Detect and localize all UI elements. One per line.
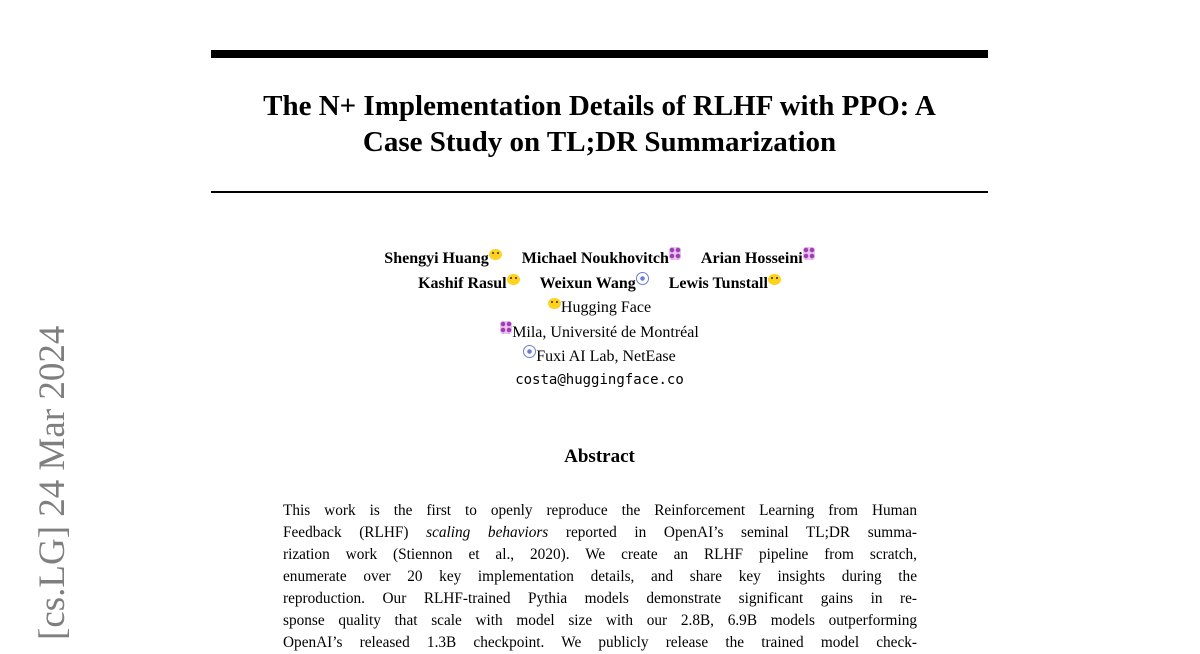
affiliation-hugging-face xyxy=(211,297,988,319)
contact-email: costa@huggingface.co xyxy=(515,372,684,388)
author-name: Arian Hosseini xyxy=(700,250,803,267)
bottom-rule xyxy=(211,191,988,193)
abstract-line: sponse quality that scale with model size with our 2.8B, 6.9B models outperforming xyxy=(283,612,917,629)
author xyxy=(522,250,681,267)
abstract-line: This work is the first to openly reproduce the Reinforcement Learning from Human xyxy=(283,502,917,519)
hugging-face-icon xyxy=(489,249,502,260)
affiliation-label: Fuxi AI Lab, NetEase xyxy=(536,348,676,365)
author xyxy=(701,250,815,267)
author-name: Michael Noukhovitch xyxy=(521,250,669,267)
author-line-2 xyxy=(211,272,988,295)
title-line-2: Case Study on TL;DR Summarization xyxy=(362,126,837,158)
abstract-line: OpenAI’s released 1.3B checkpoint. We publicly release the trained model check- xyxy=(283,634,917,651)
hugging-face-icon xyxy=(768,274,781,285)
affiliation-fuxi xyxy=(211,345,988,368)
author-name: Weixun Wang xyxy=(539,275,636,292)
affiliation-mila xyxy=(211,321,988,344)
arxiv-stamp: [cs.LG] 24 Mar 2024 xyxy=(32,325,73,640)
abstract-emphasis: scaling behaviors xyxy=(426,524,549,541)
author xyxy=(669,275,781,292)
affiliation-label: Hugging Face xyxy=(560,299,652,316)
author-name: Shengyi Huang xyxy=(384,250,489,267)
affiliation-label: Mila, Université de Montréal xyxy=(512,324,699,341)
author-name: Kashif Rasul xyxy=(418,275,507,292)
abstract-line: rization work (Stiennon et al., 2020). We create an RLHF pipeline from scratch, xyxy=(283,546,917,563)
abstract-text: Feedback (RLHF) xyxy=(283,524,427,541)
fuxi-icon xyxy=(636,272,649,285)
abstract-heading: Abstract xyxy=(564,446,635,467)
hugging-face-icon xyxy=(507,274,520,285)
mila-icon xyxy=(669,247,681,260)
author-name: Lewis Tunstall xyxy=(668,275,768,292)
title-line-1: The N+ Implementation Details of RLHF with PPO: A xyxy=(263,90,936,122)
author xyxy=(418,275,519,292)
abstract-body xyxy=(283,500,917,654)
abstract-text: reported in OpenAI’s seminal TL;DR summa- xyxy=(548,524,917,541)
top-rule xyxy=(211,50,988,58)
paper-title xyxy=(211,88,988,160)
abstract-line: reproduction. Our RLHF-trained Pythia models demonstrate significant gains in re- xyxy=(283,590,917,607)
author xyxy=(384,250,501,267)
abstract-line: enumerate over 20 key implementation details, and share key insights during the xyxy=(283,568,917,585)
hugging-face-icon xyxy=(548,298,561,309)
abstract-line xyxy=(283,522,917,544)
fuxi-icon xyxy=(523,345,536,358)
author xyxy=(540,275,649,292)
author-line-1 xyxy=(211,247,988,270)
mila-icon xyxy=(500,321,512,334)
mila-icon xyxy=(803,247,815,260)
